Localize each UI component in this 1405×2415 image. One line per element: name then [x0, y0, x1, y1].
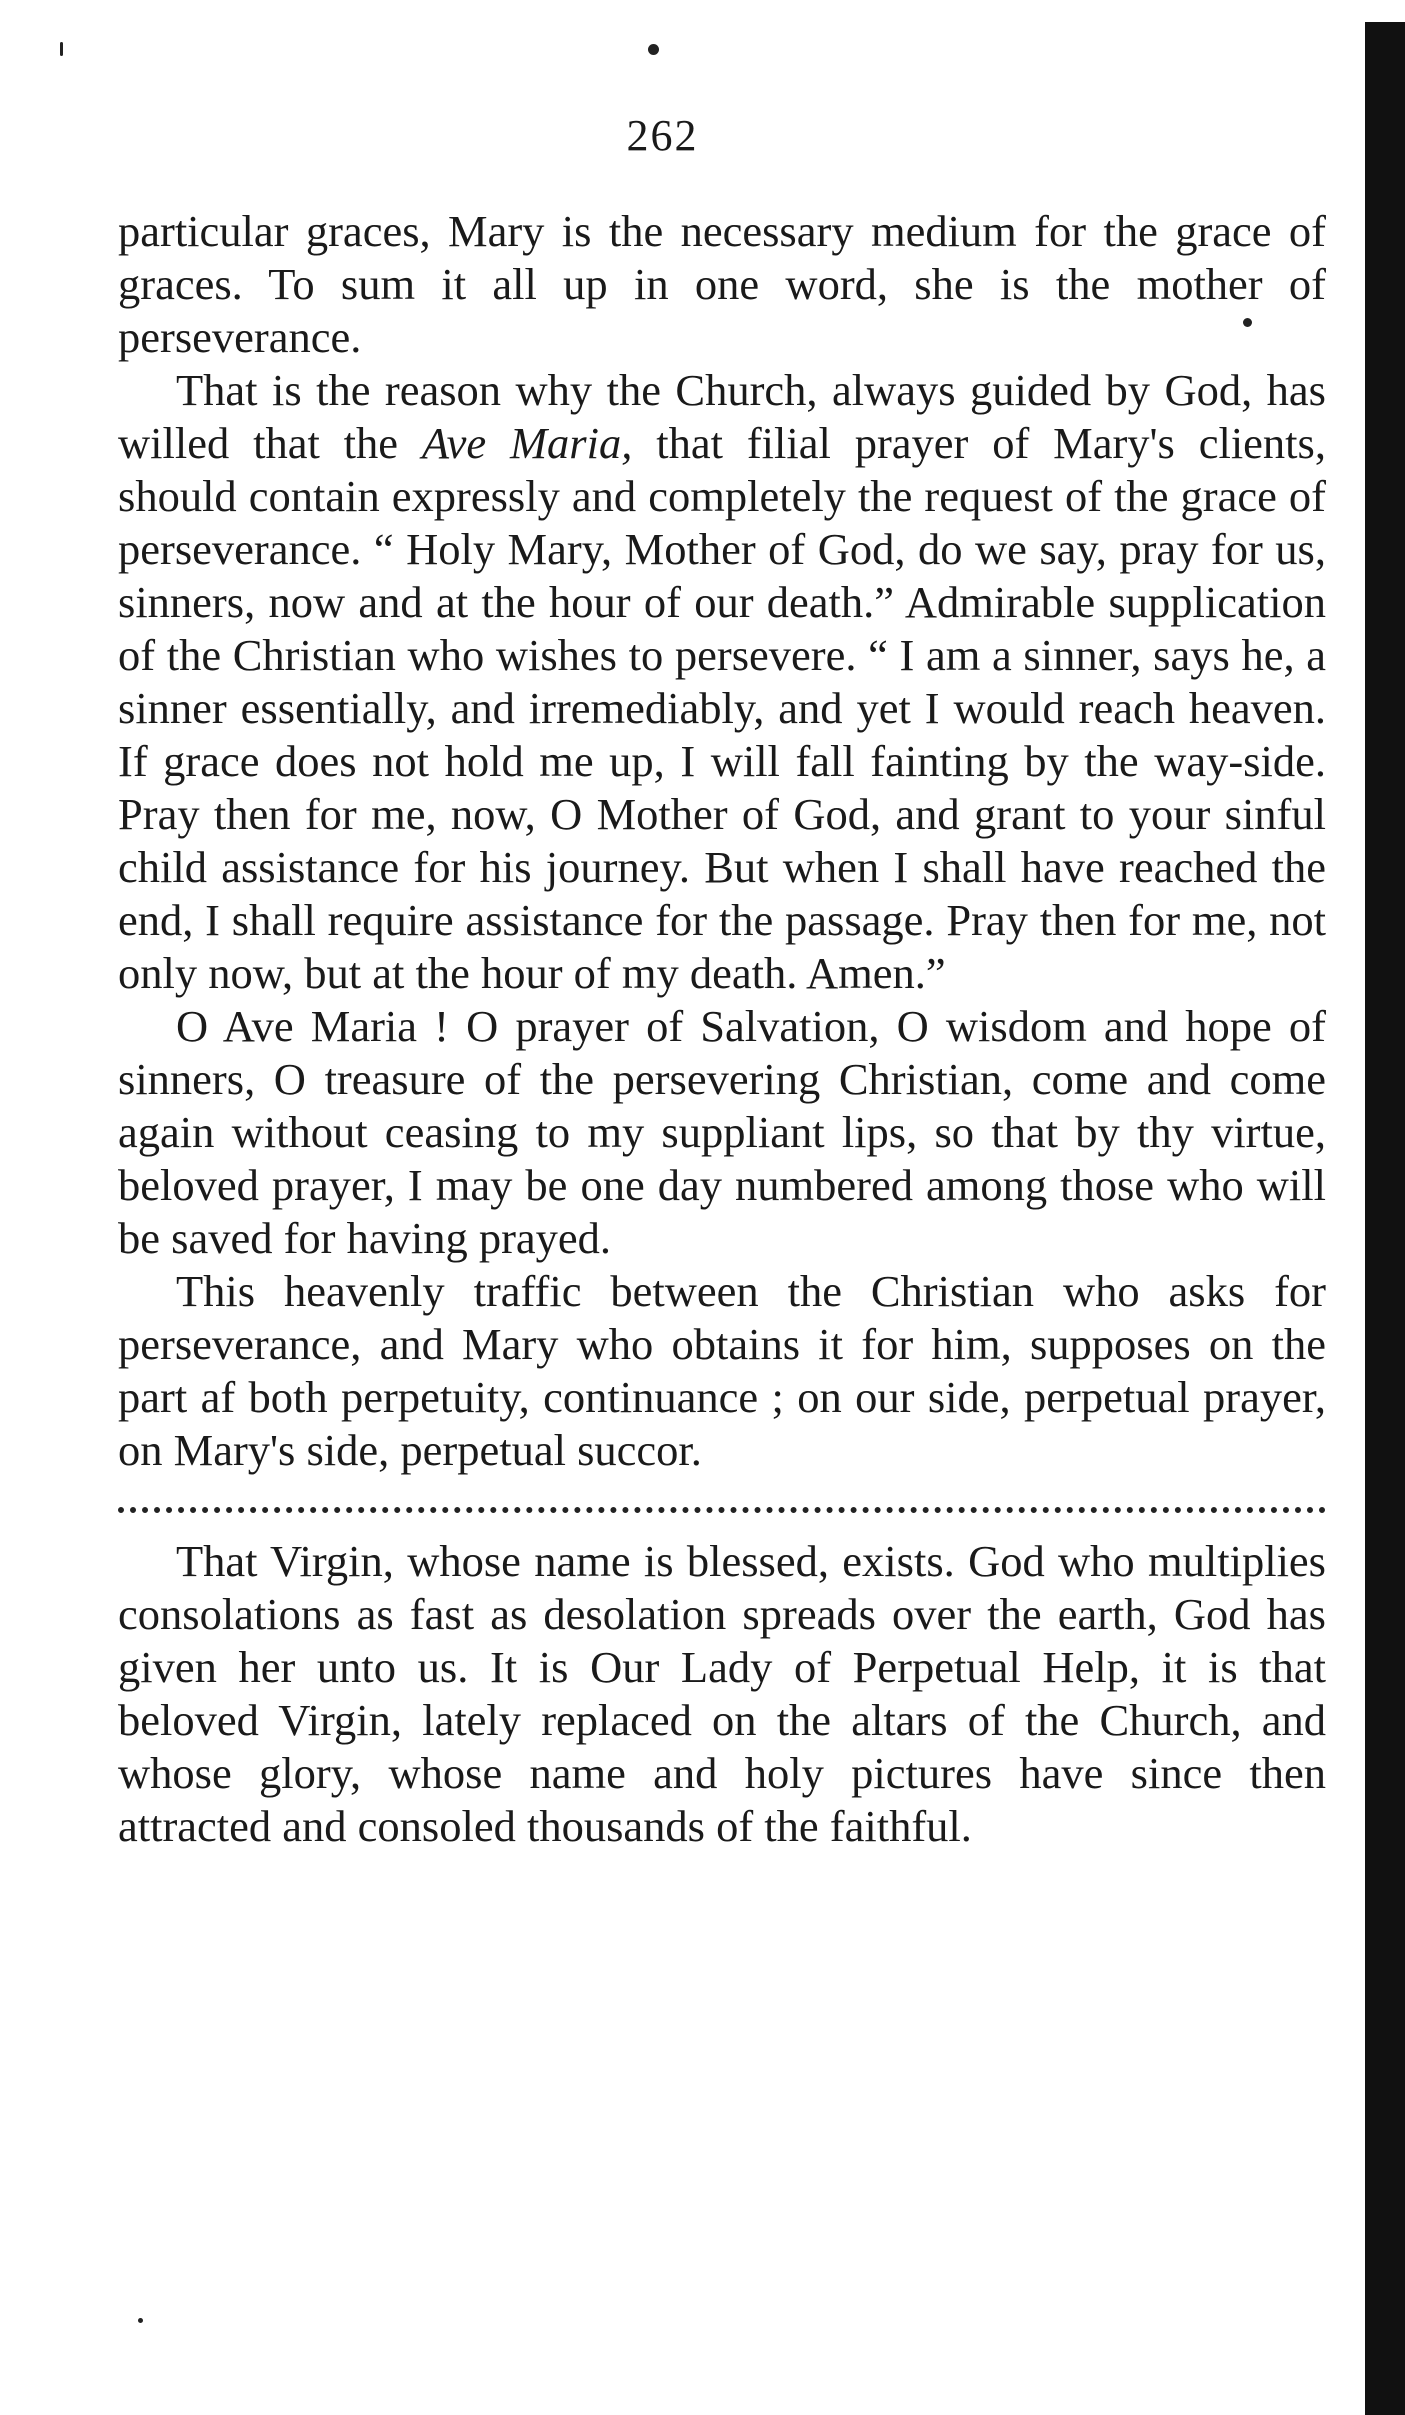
paragraph-text-before: That is the reason why the Church, always guided by God, has willed that the — [118, 365, 1326, 468]
paragraph-ave-maria-request — [118, 364, 1326, 1000]
ave-maria-emphasis: Ave Maria, — [421, 418, 633, 468]
page-number: 262 — [626, 111, 699, 160]
section-divider — [118, 1507, 1326, 1513]
scan-speck — [60, 42, 63, 56]
paragraph-prayer-of-salvation: O Ave Maria ! O prayer of Salvation, O wisdom and hope of sinners, O treasure of the persevering Christian, come and come again without ceasing to my suppliant lips, so that by thy virtue, beloved prayer, I may be one day numbered among those who will be saved for having prayed. — [118, 1001, 1326, 1263]
scan-speck — [138, 2318, 143, 2323]
paragraph-perseverance-mother: particular graces, Mary is the necessary medium for the grace of graces. To sum it all up in one word, she is the mother of perseverance. — [118, 206, 1326, 362]
scan-speck — [648, 44, 659, 55]
paragraph-our-lady-perpetual-help: That Virgin, whose name is blessed, exists. God who multiplies consolations as fast as desolation spreads over the earth, God has given her unto us. It is Our Lady of Perpetual Help, it is that beloved Virgin, lately replaced on the altars of the Church, and whose glory, whose name and holy pictures have since then attracted and consoled thousands of the faithful. — [118, 1536, 1326, 1851]
paragraph-text-after: that filial prayer of Mary's clients, should contain expressly and completely the request of the grace of perseverance. “ Holy Mary, Mother of God, do we say, pray for us, sinners, now and at the hour of our death.” Admirable supplication of the Christian who wishes to persevere. “ I am a sinner, says he, a sinner essentially, and irremediably, and yet I would reach heaven. If grace does not hold me up, I will fall fainting by the way-side. Pray then for me, now, O Mother of God, and grant to your sinful child assistance for his journey. But when I shall have reached the end, I shall require assistance for the passage. Pray then for me, not only now, but at the hour of my death. Amen.” — [118, 418, 1326, 998]
body-text — [118, 205, 1326, 1853]
paragraph-heavenly-traffic: This heavenly traffic between the Christian who asks for perseverance, and Mary who obtains it for him, supposes on the part af both perpetuity, continuance ; on our side, perpetual prayer, on Mary's side, perpetual succor. — [118, 1266, 1326, 1475]
scan-edge-shadow — [1365, 22, 1405, 2415]
